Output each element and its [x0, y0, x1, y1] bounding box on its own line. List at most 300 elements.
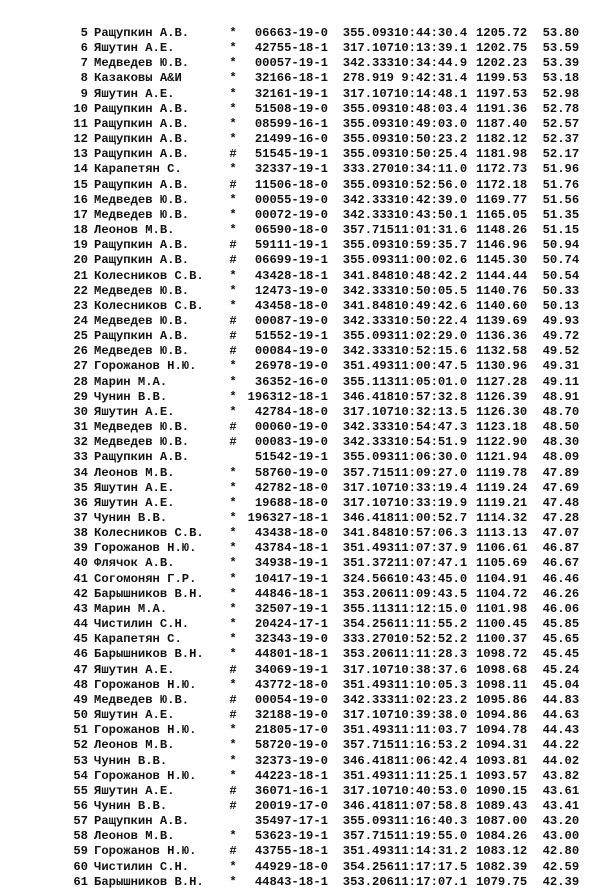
- score-cell: 43.00: [542, 829, 580, 844]
- fancier-name-cell: Горожанов Н.Ю.: [94, 541, 197, 556]
- distance-cell: 341.848: [342, 268, 394, 283]
- fancier-name-cell: Барышников В.Н.: [94, 874, 204, 889]
- mark-cell: *: [229, 495, 237, 510]
- table-row: [68, 754, 579, 769]
- fancier-name-cell: Яшутин А.Е.: [94, 404, 175, 419]
- table-row: [68, 844, 579, 859]
- speed-cell: 1087.00: [475, 814, 528, 829]
- score-cell: 52.17: [542, 147, 580, 162]
- ring-number-cell: 34069-19-1: [254, 662, 328, 677]
- speed-cell: 1113.13: [475, 526, 528, 541]
- ring-number-cell: 44846-18-1: [254, 586, 328, 601]
- ring-number-cell: 21805-17-0: [254, 723, 328, 738]
- fancier-name-cell: Медведев Ю.В.: [94, 420, 190, 435]
- arrival-time-cell: 10:43:50.1: [394, 207, 468, 222]
- ring-number-cell: 32166-18-1: [254, 71, 328, 86]
- distance-cell: 341.848: [342, 526, 394, 541]
- fancier-name-cell: Ращупкин А.В.: [94, 450, 190, 465]
- place-cell: 37: [73, 511, 88, 525]
- table-row: [68, 617, 579, 632]
- place-cell: 47: [73, 662, 88, 677]
- score-cell: 44.22: [542, 738, 580, 753]
- table-row: [68, 663, 579, 678]
- distance-cell: 353.206: [342, 874, 394, 889]
- table-row: [68, 87, 579, 102]
- arrival-time-cell: 10:50:23.2: [394, 132, 468, 147]
- place-cell: 14: [73, 162, 88, 177]
- speed-cell: 1145.30: [475, 253, 528, 268]
- mark-cell: #: [229, 798, 237, 813]
- arrival-time-cell: 10:43:45.0: [394, 571, 468, 586]
- mark-cell: *: [229, 41, 237, 56]
- distance-cell: 342.333: [342, 207, 394, 222]
- place-cell: 54: [73, 768, 88, 783]
- arrival-time-cell: 11:11:03.7: [394, 723, 468, 738]
- arrival-time-cell: 11:12:15.0: [394, 601, 468, 616]
- distance-cell: 355.093: [342, 253, 394, 268]
- fancier-name-cell: Чунин В.В.: [94, 511, 168, 525]
- table-row: [68, 178, 579, 193]
- table-row: [68, 496, 579, 511]
- arrival-time-cell: 11:11:25.1: [394, 768, 468, 783]
- fancier-name-cell: Яшутин А.Е.: [94, 86, 175, 101]
- fancier-name-cell: Горожанов Н.Ю.: [94, 723, 197, 738]
- table-row: [68, 420, 579, 435]
- place-cell: 43: [73, 601, 88, 616]
- table-row: [68, 102, 579, 117]
- mark-cell: *: [229, 738, 237, 753]
- distance-cell: 355.093: [342, 26, 394, 40]
- ring-number-cell: 32373-19-0: [254, 753, 328, 768]
- place-cell: 6: [80, 41, 88, 56]
- score-cell: 49.93: [542, 313, 580, 328]
- mark-cell: *: [229, 586, 237, 601]
- mark-cell: *: [229, 192, 237, 207]
- arrival-time-cell: 10:32:13.5: [394, 404, 468, 419]
- fancier-name-cell: Ращупкин А.В.: [94, 177, 190, 192]
- place-cell: 17: [73, 207, 88, 222]
- arrival-time-cell: 10:48:03.4: [394, 101, 468, 116]
- fancier-name-cell: Ращупкин А.В.: [94, 238, 190, 253]
- table-row: [68, 208, 579, 223]
- place-cell: 50: [73, 708, 88, 723]
- mark-cell: *: [229, 207, 237, 222]
- arrival-time-cell: 11:16:40.3: [394, 814, 468, 829]
- ring-number-cell: 51542-19-1: [254, 450, 328, 465]
- place-cell: 8: [80, 71, 88, 86]
- distance-cell: 317.107: [342, 708, 394, 723]
- speed-cell: 1202.75: [475, 41, 528, 56]
- ring-number-cell: 08599-16-1: [254, 116, 328, 131]
- speed-cell: 1205.72: [475, 26, 528, 40]
- fancier-name-cell: Горожанов Н.Ю.: [94, 359, 197, 374]
- mark-cell: *: [229, 677, 237, 692]
- mark-cell: #: [229, 147, 237, 162]
- mark-cell: #: [229, 177, 237, 192]
- speed-cell: 1093.81: [475, 753, 528, 768]
- score-cell: 49.31: [542, 359, 580, 374]
- ring-number-cell: 59111-19-1: [254, 238, 328, 253]
- place-cell: 10: [73, 101, 88, 116]
- ring-number-cell: 53623-19-1: [254, 829, 328, 844]
- score-cell: 52.78: [542, 101, 580, 116]
- arrival-time-cell: 11:17:17.5: [394, 859, 468, 874]
- speed-cell: 1119.21: [475, 495, 528, 510]
- table-row: [68, 647, 579, 662]
- mark-cell: #: [229, 662, 237, 677]
- ring-number-cell: 34938-19-1: [254, 556, 328, 571]
- distance-cell: 355.093: [342, 132, 394, 147]
- mark-cell: *: [229, 465, 237, 480]
- table-row: [68, 860, 579, 875]
- speed-cell: 1114.32: [475, 511, 528, 525]
- arrival-time-cell: 10:48:42.2: [394, 268, 468, 283]
- score-cell: 53.59: [542, 41, 580, 56]
- results-table-body: [68, 26, 579, 890]
- place-cell: 32: [73, 435, 88, 450]
- place-cell: 46: [73, 647, 88, 662]
- fancier-name-cell: Яшутин А.Е.: [94, 41, 175, 56]
- ring-number-cell: 44223-18-1: [254, 768, 328, 783]
- fancier-name-cell: Ращупкин А.В.: [94, 116, 190, 131]
- ring-number-cell: 00083-19-0: [254, 435, 328, 450]
- fancier-name-cell: Карапетян С.: [94, 632, 182, 647]
- speed-cell: 1132.58: [475, 344, 528, 359]
- fancier-name-cell: Горожанов Н.Ю.: [94, 844, 197, 859]
- distance-cell: 351.372: [342, 556, 394, 571]
- distance-cell: 351.493: [342, 723, 394, 738]
- score-cell: 48.70: [542, 404, 580, 419]
- arrival-time-cell: 10:52:15.6: [394, 344, 468, 359]
- fancier-name-cell: Медведев Ю.В.: [94, 192, 190, 207]
- speed-cell: 1083.12: [475, 844, 528, 859]
- table-row: [68, 41, 579, 56]
- speed-cell: 1172.18: [475, 177, 528, 192]
- table-row: [68, 132, 579, 147]
- mark-cell: *: [229, 116, 237, 131]
- speed-cell: 1084.26: [475, 829, 528, 844]
- distance-cell: 342.333: [342, 283, 394, 298]
- speed-cell: 1140.60: [475, 298, 528, 313]
- table-row: [68, 117, 579, 132]
- place-cell: 42: [73, 586, 88, 601]
- arrival-time-cell: 11:02:29.0: [394, 329, 468, 344]
- table-row: [68, 26, 579, 41]
- place-cell: 35: [73, 480, 88, 495]
- place-cell: 48: [73, 677, 88, 692]
- fancier-name-cell: Ращупкин А.В.: [94, 814, 190, 829]
- arrival-time-cell: 9:42:31.4: [401, 71, 468, 86]
- mark-cell: #: [229, 253, 237, 268]
- arrival-time-cell: 11:07:58.8: [394, 798, 468, 813]
- race-results-table: [68, 26, 579, 890]
- arrival-time-cell: 11:19:55.0: [394, 829, 468, 844]
- mark-cell: *: [229, 71, 237, 86]
- score-cell: 48.09: [542, 450, 580, 465]
- ring-number-cell: 43458-18-0: [254, 298, 328, 313]
- arrival-time-cell: 10:14:48.1: [394, 86, 468, 101]
- score-cell: 43.82: [542, 768, 580, 783]
- distance-cell: 357.715: [342, 829, 394, 844]
- distance-cell: 351.493: [342, 677, 394, 692]
- place-cell: 13: [73, 147, 88, 162]
- fancier-name-cell: Колесников С.В.: [94, 298, 204, 313]
- mark-cell: *: [229, 874, 237, 889]
- fancier-name-cell: Ращупкин А.В.: [94, 147, 190, 162]
- mark-cell: *: [229, 268, 237, 283]
- table-row: [68, 329, 579, 344]
- mark-cell: *: [229, 374, 237, 389]
- arrival-time-cell: 10:50:25.4: [394, 147, 468, 162]
- mark-cell: *: [229, 359, 237, 374]
- score-cell: 52.57: [542, 116, 580, 131]
- speed-cell: 1126.39: [475, 389, 528, 404]
- fancier-name-cell: Яшутин А.Е.: [94, 480, 175, 495]
- score-cell: 50.54: [542, 268, 580, 283]
- arrival-time-cell: 10:44:30.4: [394, 26, 468, 40]
- score-cell: 44.63: [542, 708, 580, 723]
- table-row: [68, 875, 579, 890]
- distance-cell: 317.107: [342, 662, 394, 677]
- table-row: [68, 238, 579, 253]
- arrival-time-cell: 10:42:39.0: [394, 192, 468, 207]
- distance-cell: 355.113: [342, 601, 394, 616]
- distance-cell: 355.093: [342, 147, 394, 162]
- table-row: [68, 390, 579, 405]
- place-cell: 12: [73, 132, 88, 147]
- fancier-name-cell: Яшутин А.Е.: [94, 495, 175, 510]
- table-row: [68, 678, 579, 693]
- distance-cell: 355.093: [342, 814, 394, 829]
- table-row: [68, 223, 579, 238]
- distance-cell: 342.333: [342, 192, 394, 207]
- distance-cell: 317.107: [342, 783, 394, 798]
- speed-cell: 1191.36: [475, 101, 528, 116]
- ring-number-cell: 00084-19-0: [254, 344, 328, 359]
- ring-number-cell: 58720-19-0: [254, 738, 328, 753]
- arrival-time-cell: 10:33:19.9: [394, 495, 468, 510]
- table-row: [68, 193, 579, 208]
- arrival-time-cell: 11:11:55.2: [394, 617, 468, 632]
- place-cell: 25: [73, 329, 88, 344]
- speed-cell: 1144.44: [475, 268, 528, 283]
- fancier-name-cell: Чунин В.В.: [94, 389, 168, 404]
- distance-cell: 353.206: [342, 647, 394, 662]
- speed-cell: 1187.40: [475, 116, 528, 131]
- mark-cell: *: [229, 101, 237, 116]
- mark-cell: *: [229, 647, 237, 662]
- place-cell: 49: [73, 692, 88, 707]
- mark-cell: *: [229, 132, 237, 147]
- score-cell: 45.65: [542, 632, 580, 647]
- score-cell: 50.13: [542, 298, 580, 313]
- distance-cell: 354.256: [342, 617, 394, 632]
- ring-number-cell: 51552-19-1: [254, 329, 328, 344]
- ring-number-cell: 32337-19-1: [254, 162, 328, 177]
- distance-cell: 351.493: [342, 359, 394, 374]
- fancier-name-cell: Флячок А.В.: [94, 556, 175, 571]
- arrival-time-cell: 11:09:43.5: [394, 586, 468, 601]
- place-cell: 19: [73, 238, 88, 253]
- distance-cell: 342.333: [342, 692, 394, 707]
- table-row: [68, 269, 579, 284]
- table-row: [68, 162, 579, 177]
- table-row: [68, 526, 579, 541]
- place-cell: 22: [73, 283, 88, 298]
- table-row: [68, 799, 579, 814]
- place-cell: 61: [73, 874, 88, 889]
- speed-cell: 1090.15: [475, 783, 528, 798]
- score-cell: 42.59: [542, 859, 580, 874]
- mark-cell: *: [229, 298, 237, 313]
- ring-number-cell: 00054-19-0: [254, 692, 328, 707]
- fancier-name-cell: Ращупкин А.В.: [94, 253, 190, 268]
- ring-number-cell: 06699-19-1: [254, 253, 328, 268]
- fancier-name-cell: Казаковы А&И: [94, 71, 182, 86]
- distance-cell: 355.093: [342, 450, 394, 465]
- score-cell: 43.61: [542, 783, 580, 798]
- score-cell: 53.18: [542, 71, 580, 86]
- place-cell: 20: [73, 253, 88, 268]
- fancier-name-cell: Медведев Ю.В.: [94, 435, 190, 450]
- place-cell: 52: [73, 738, 88, 753]
- table-row: [68, 314, 579, 329]
- place-cell: 39: [73, 541, 88, 556]
- score-cell: 50.74: [542, 253, 580, 268]
- speed-cell: 1098.11: [475, 677, 528, 692]
- place-cell: 28: [73, 374, 88, 389]
- ring-number-cell: 06590-18-0: [254, 223, 328, 238]
- fancier-name-cell: Яшутин А.Е.: [94, 662, 175, 677]
- ring-number-cell: 42755-18-1: [254, 41, 328, 56]
- mark-cell: *: [229, 26, 237, 40]
- speed-cell: 1079.75: [475, 874, 528, 889]
- score-cell: 46.26: [542, 586, 580, 601]
- score-cell: 46.46: [542, 571, 580, 586]
- place-cell: 51: [73, 723, 88, 738]
- ring-number-cell: 21499-16-0: [254, 132, 328, 147]
- score-cell: 53.39: [542, 56, 580, 71]
- table-row: [68, 693, 579, 708]
- score-cell: 44.83: [542, 692, 580, 707]
- arrival-time-cell: 11:11:28.3: [394, 647, 468, 662]
- distance-cell: 346.418: [342, 798, 394, 813]
- table-row: [68, 632, 579, 647]
- fancier-name-cell: Колесников С.В.: [94, 268, 204, 283]
- fancier-name-cell: Барышников В.Н.: [94, 586, 204, 601]
- table-row: [68, 466, 579, 481]
- table-row: [68, 405, 579, 420]
- place-cell: 33: [73, 450, 88, 465]
- speed-cell: 1148.26: [475, 223, 528, 238]
- arrival-time-cell: 11:05:01.0: [394, 374, 468, 389]
- place-cell: 55: [73, 783, 88, 798]
- score-cell: 43.41: [542, 798, 580, 813]
- fancier-name-cell: Карапетян С.: [94, 162, 182, 177]
- distance-cell: 355.113: [342, 374, 394, 389]
- arrival-time-cell: 10:50:22.4: [394, 313, 468, 328]
- table-row: [68, 344, 579, 359]
- ring-number-cell: 43755-18-1: [254, 844, 328, 859]
- distance-cell: 355.093: [342, 238, 394, 253]
- distance-cell: 342.333: [342, 344, 394, 359]
- place-cell: 9: [80, 86, 88, 101]
- table-row: [68, 481, 579, 496]
- mark-cell: #: [229, 692, 237, 707]
- place-cell: 15: [73, 177, 88, 192]
- ring-number-cell: 00072-19-0: [254, 207, 328, 222]
- ring-number-cell: 42782-18-0: [254, 480, 328, 495]
- distance-cell: 346.418: [342, 753, 394, 768]
- ring-number-cell: 51508-19-0: [254, 101, 328, 116]
- speed-cell: 1169.77: [475, 192, 528, 207]
- mark-cell: *: [229, 632, 237, 647]
- arrival-time-cell: 11:17:07.1: [394, 874, 468, 889]
- ring-number-cell: 00087-19-0: [254, 313, 328, 328]
- speed-cell: 1098.72: [475, 647, 528, 662]
- place-cell: 56: [73, 798, 88, 813]
- ring-number-cell: 44929-18-0: [254, 859, 328, 874]
- fancier-name-cell: Леонов М.В.: [94, 829, 175, 844]
- table-row: [68, 511, 579, 526]
- ring-number-cell: 196312-18-1: [247, 389, 328, 404]
- table-row: [68, 572, 579, 587]
- speed-cell: 1100.37: [475, 632, 528, 647]
- arrival-time-cell: 11:06:30.0: [394, 450, 468, 465]
- speed-cell: 1104.91: [475, 571, 528, 586]
- arrival-time-cell: 10:52:56.0: [394, 177, 468, 192]
- score-cell: 51.96: [542, 162, 580, 177]
- mark-cell: #: [229, 844, 237, 859]
- ring-number-cell: 11506-18-0: [254, 177, 328, 192]
- mark-cell: #: [229, 344, 237, 359]
- mark-cell: *: [229, 753, 237, 768]
- place-cell: 27: [73, 359, 88, 374]
- ring-number-cell: 36352-16-0: [254, 374, 328, 389]
- mark-cell: *: [229, 404, 237, 419]
- score-cell: 48.91: [542, 389, 580, 404]
- table-row: [68, 708, 579, 723]
- mark-cell: [224, 814, 242, 829]
- distance-cell: 355.093: [342, 101, 394, 116]
- ring-number-cell: 06663-19-0: [254, 26, 328, 40]
- score-cell: 42.80: [542, 844, 580, 859]
- table-row: [68, 723, 579, 738]
- fancier-name-cell: Марин М.А.: [94, 601, 168, 616]
- arrival-time-cell: 11:14:31.2: [394, 844, 468, 859]
- score-cell: 48.30: [542, 435, 580, 450]
- arrival-time-cell: 10:52:52.2: [394, 632, 468, 647]
- fancier-name-cell: Чистилин С.Н.: [94, 617, 190, 632]
- table-row: [68, 359, 579, 374]
- distance-cell: 342.333: [342, 313, 394, 328]
- table-row: [68, 299, 579, 314]
- fancier-name-cell: Медведев Ю.В.: [94, 692, 190, 707]
- table-row: [68, 784, 579, 799]
- speed-cell: 1123.18: [475, 420, 528, 435]
- score-cell: 45.24: [542, 662, 580, 677]
- ring-number-cell: 51545-19-1: [254, 147, 328, 162]
- ring-number-cell: 32188-19-0: [254, 708, 328, 723]
- fancier-name-cell: Барышников В.Н.: [94, 647, 204, 662]
- score-cell: 42.39: [542, 874, 580, 889]
- arrival-time-cell: 10:33:19.4: [394, 480, 468, 495]
- distance-cell: 355.093: [342, 329, 394, 344]
- mark-cell: *: [229, 86, 237, 101]
- ring-number-cell: 32161-19-1: [254, 86, 328, 101]
- ring-number-cell: 43438-18-0: [254, 526, 328, 541]
- score-cell: 50.33: [542, 283, 580, 298]
